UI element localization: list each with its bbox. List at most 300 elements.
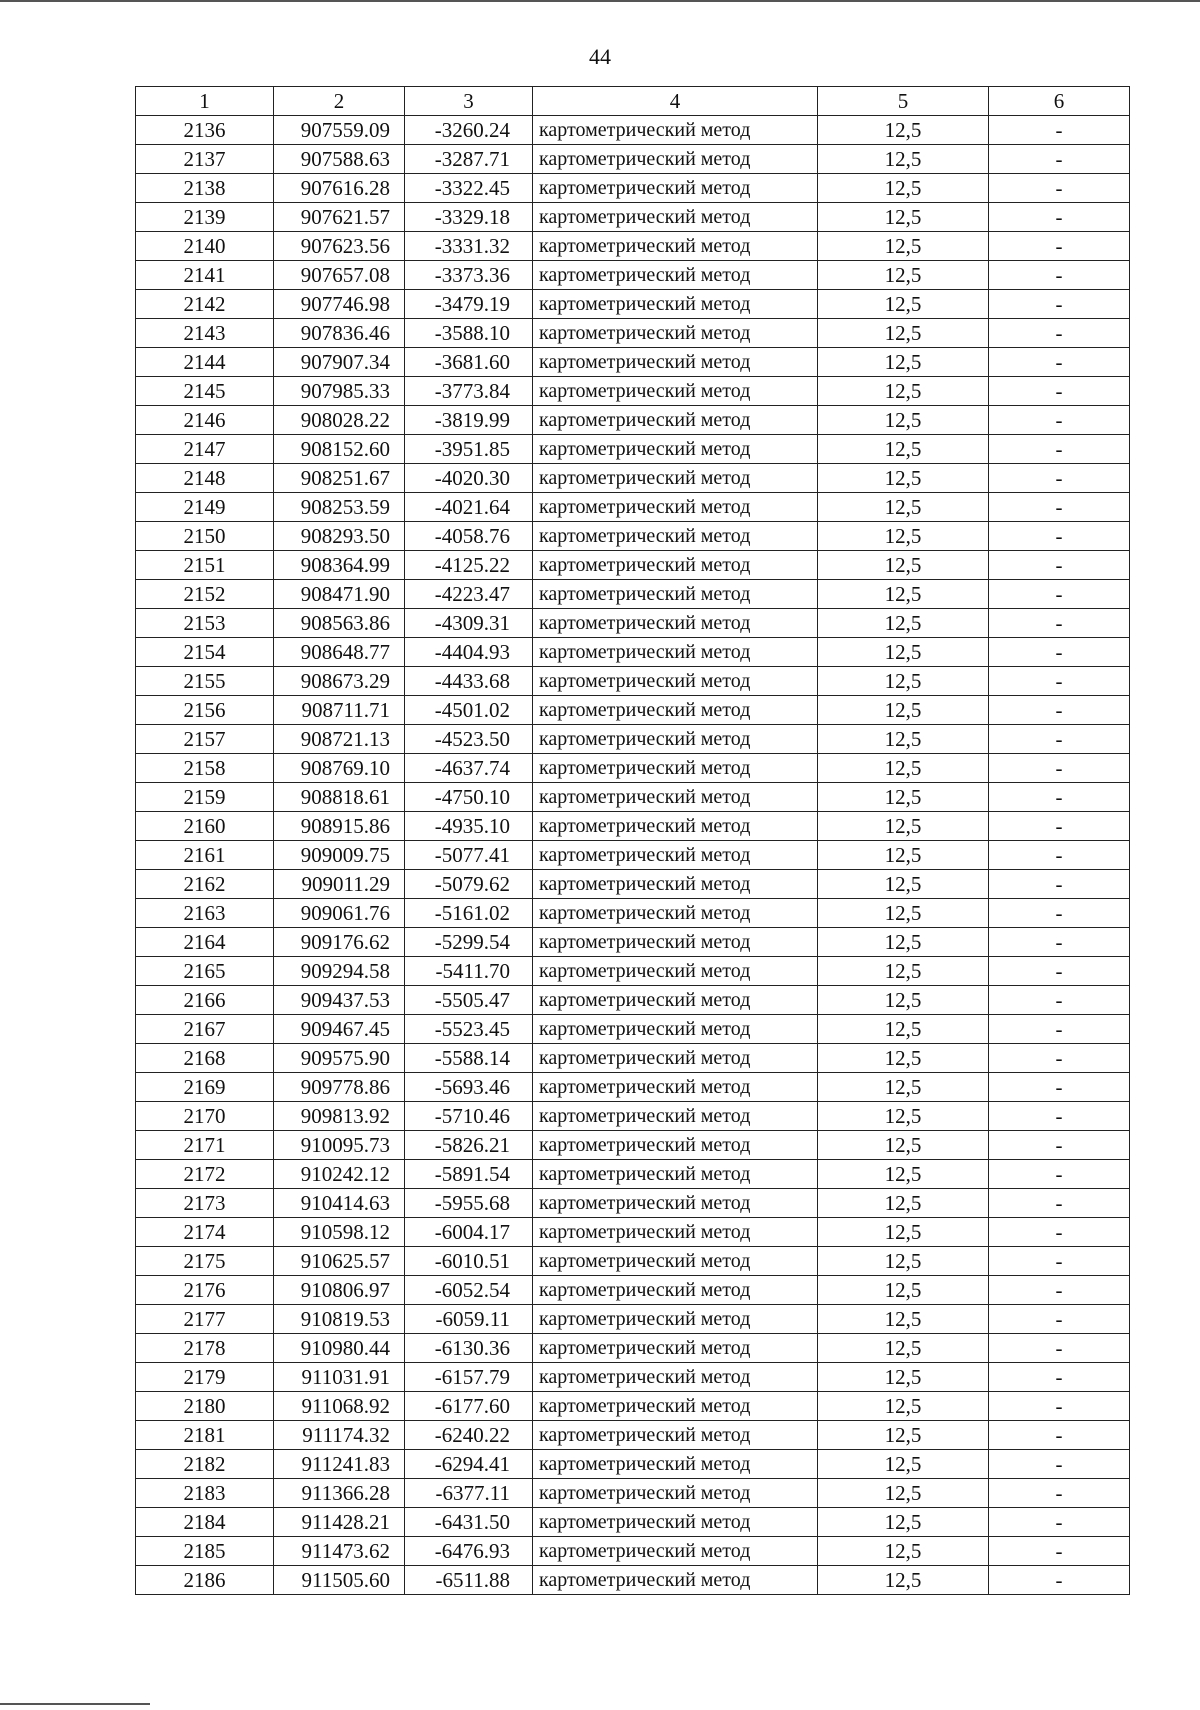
table-row [136, 406, 1130, 435]
table-row [136, 1363, 1130, 1392]
accuracy-cell: 12,5 [818, 232, 989, 261]
accuracy-cell: 12,5 [818, 1508, 989, 1537]
table-row [136, 464, 1130, 493]
x-coordinate-cell: 909813.92 [274, 1102, 405, 1131]
method-cell: картометрический метод [533, 348, 818, 377]
x-coordinate-cell: 907616.28 [274, 174, 405, 203]
note-cell: - [989, 928, 1130, 957]
point-number-cell: 2185 [136, 1537, 274, 1566]
method-cell: картометрический метод [533, 232, 818, 261]
method-cell: картометрический метод [533, 580, 818, 609]
y-coordinate-cell: -4223.47 [405, 580, 533, 609]
accuracy-cell: 12,5 [818, 754, 989, 783]
x-coordinate-cell: 909778.86 [274, 1073, 405, 1102]
method-cell: картометрический метод [533, 609, 818, 638]
y-coordinate-cell: -4433.68 [405, 667, 533, 696]
x-coordinate-cell: 908293.50 [274, 522, 405, 551]
table-row [136, 522, 1130, 551]
accuracy-cell: 12,5 [818, 667, 989, 696]
y-coordinate-cell: -4021.64 [405, 493, 533, 522]
accuracy-cell: 12,5 [818, 1044, 989, 1073]
note-cell: - [989, 580, 1130, 609]
note-cell: - [989, 1363, 1130, 1392]
y-coordinate-cell: -3681.60 [405, 348, 533, 377]
y-coordinate-cell: -3373.36 [405, 261, 533, 290]
point-number-cell: 2166 [136, 986, 274, 1015]
y-coordinate-cell: -4501.02 [405, 696, 533, 725]
note-cell: - [989, 261, 1130, 290]
note-cell: - [989, 232, 1130, 261]
accuracy-cell: 12,5 [818, 377, 989, 406]
column-header-4: 4 [533, 87, 818, 116]
point-number-cell: 2180 [136, 1392, 274, 1421]
y-coordinate-cell: -3329.18 [405, 203, 533, 232]
point-number-cell: 2167 [136, 1015, 274, 1044]
x-coordinate-cell: 909575.90 [274, 1044, 405, 1073]
x-coordinate-cell: 908028.22 [274, 406, 405, 435]
table-row [136, 725, 1130, 754]
point-number-cell: 2142 [136, 290, 274, 319]
point-number-cell: 2138 [136, 174, 274, 203]
method-cell: картометрический метод [533, 261, 818, 290]
table-row [136, 348, 1130, 377]
table-row [136, 1392, 1130, 1421]
x-coordinate-cell: 911031.91 [274, 1363, 405, 1392]
y-coordinate-cell: -4523.50 [405, 725, 533, 754]
y-coordinate-cell: -5710.46 [405, 1102, 533, 1131]
y-coordinate-cell: -5161.02 [405, 899, 533, 928]
y-coordinate-cell: -5955.68 [405, 1189, 533, 1218]
table-row [136, 870, 1130, 899]
table-row [136, 1160, 1130, 1189]
point-number-cell: 2137 [136, 145, 274, 174]
table-row [136, 435, 1130, 464]
note-cell: - [989, 1131, 1130, 1160]
accuracy-cell: 12,5 [818, 812, 989, 841]
accuracy-cell: 12,5 [818, 203, 989, 232]
table-row [136, 1015, 1130, 1044]
x-coordinate-cell: 911366.28 [274, 1479, 405, 1508]
accuracy-cell: 12,5 [818, 1421, 989, 1450]
method-cell: картометрический метод [533, 870, 818, 899]
accuracy-cell: 12,5 [818, 1537, 989, 1566]
method-cell: картометрический метод [533, 551, 818, 580]
x-coordinate-cell: 908364.99 [274, 551, 405, 580]
y-coordinate-cell: -4309.31 [405, 609, 533, 638]
table-row [136, 1073, 1130, 1102]
table-row [136, 116, 1130, 145]
note-cell: - [989, 783, 1130, 812]
x-coordinate-cell: 908648.77 [274, 638, 405, 667]
table-row [136, 841, 1130, 870]
table-row [136, 377, 1130, 406]
accuracy-cell: 12,5 [818, 986, 989, 1015]
point-number-cell: 2177 [136, 1305, 274, 1334]
note-cell: - [989, 899, 1130, 928]
y-coordinate-cell: -6377.11 [405, 1479, 533, 1508]
y-coordinate-cell: -5505.47 [405, 986, 533, 1015]
point-number-cell: 2146 [136, 406, 274, 435]
accuracy-cell: 12,5 [818, 783, 989, 812]
method-cell: картометрический метод [533, 1537, 818, 1566]
table-body [136, 116, 1130, 1595]
note-cell: - [989, 986, 1130, 1015]
y-coordinate-cell: -6511.88 [405, 1566, 533, 1595]
x-coordinate-cell: 908769.10 [274, 754, 405, 783]
x-coordinate-cell: 910414.63 [274, 1189, 405, 1218]
x-coordinate-cell: 907623.56 [274, 232, 405, 261]
point-number-cell: 2178 [136, 1334, 274, 1363]
method-cell: картометрический метод [533, 1421, 818, 1450]
x-coordinate-cell: 911068.92 [274, 1392, 405, 1421]
method-cell: картометрический метод [533, 725, 818, 754]
x-coordinate-cell: 909437.53 [274, 986, 405, 1015]
point-number-cell: 2169 [136, 1073, 274, 1102]
accuracy-cell: 12,5 [818, 957, 989, 986]
note-cell: - [989, 812, 1130, 841]
x-coordinate-cell: 908471.90 [274, 580, 405, 609]
accuracy-cell: 12,5 [818, 464, 989, 493]
table-row [136, 928, 1130, 957]
accuracy-cell: 12,5 [818, 348, 989, 377]
table-row [136, 609, 1130, 638]
x-coordinate-cell: 908915.86 [274, 812, 405, 841]
method-cell: картометрический метод [533, 754, 818, 783]
point-number-cell: 2181 [136, 1421, 274, 1450]
method-cell: картометрический метод [533, 1044, 818, 1073]
accuracy-cell: 12,5 [818, 928, 989, 957]
table-row [136, 696, 1130, 725]
accuracy-cell: 12,5 [818, 1131, 989, 1160]
table-row [136, 174, 1130, 203]
note-cell: - [989, 464, 1130, 493]
method-cell: картометрический метод [533, 1479, 818, 1508]
note-cell: - [989, 1421, 1130, 1450]
method-cell: картометрический метод [533, 1508, 818, 1537]
method-cell: картометрический метод [533, 406, 818, 435]
y-coordinate-cell: -6240.22 [405, 1421, 533, 1450]
note-cell: - [989, 1218, 1130, 1247]
method-cell: картометрический метод [533, 841, 818, 870]
y-coordinate-cell: -6476.93 [405, 1537, 533, 1566]
y-coordinate-cell: -3260.24 [405, 116, 533, 145]
table-row [136, 1450, 1130, 1479]
note-cell: - [989, 1450, 1130, 1479]
x-coordinate-cell: 909009.75 [274, 841, 405, 870]
table-header-row [136, 87, 1130, 116]
note-cell: - [989, 348, 1130, 377]
note-cell: - [989, 290, 1130, 319]
method-cell: картометрический метод [533, 522, 818, 551]
y-coordinate-cell: -3819.99 [405, 406, 533, 435]
table-row [136, 1044, 1130, 1073]
accuracy-cell: 12,5 [818, 145, 989, 174]
note-cell: - [989, 1508, 1130, 1537]
point-number-cell: 2148 [136, 464, 274, 493]
point-number-cell: 2147 [136, 435, 274, 464]
point-number-cell: 2170 [136, 1102, 274, 1131]
point-number-cell: 2153 [136, 609, 274, 638]
table-row [136, 1189, 1130, 1218]
point-number-cell: 2158 [136, 754, 274, 783]
point-number-cell: 2179 [136, 1363, 274, 1392]
accuracy-cell: 12,5 [818, 1479, 989, 1508]
point-number-cell: 2150 [136, 522, 274, 551]
coordinates-table [135, 86, 1130, 1595]
method-cell: картометрический метод [533, 1450, 818, 1479]
method-cell: картометрический метод [533, 1566, 818, 1595]
point-number-cell: 2151 [136, 551, 274, 580]
note-cell: - [989, 145, 1130, 174]
accuracy-cell: 12,5 [818, 1363, 989, 1392]
table-row [136, 1508, 1130, 1537]
point-number-cell: 2136 [136, 116, 274, 145]
method-cell: картометрический метод [533, 435, 818, 464]
accuracy-cell: 12,5 [818, 261, 989, 290]
note-cell: - [989, 493, 1130, 522]
method-cell: картометрический метод [533, 696, 818, 725]
table-row [136, 783, 1130, 812]
y-coordinate-cell: -4750.10 [405, 783, 533, 812]
accuracy-cell: 12,5 [818, 290, 989, 319]
accuracy-cell: 12,5 [818, 841, 989, 870]
x-coordinate-cell: 907746.98 [274, 290, 405, 319]
table-row [136, 261, 1130, 290]
point-number-cell: 2154 [136, 638, 274, 667]
method-cell: картометрический метод [533, 464, 818, 493]
y-coordinate-cell: -6157.79 [405, 1363, 533, 1392]
x-coordinate-cell: 907657.08 [274, 261, 405, 290]
accuracy-cell: 12,5 [818, 1566, 989, 1595]
method-cell: картометрический метод [533, 1131, 818, 1160]
x-coordinate-cell: 907985.33 [274, 377, 405, 406]
accuracy-cell: 12,5 [818, 1073, 989, 1102]
x-coordinate-cell: 910819.53 [274, 1305, 405, 1334]
method-cell: картометрический метод [533, 1247, 818, 1276]
y-coordinate-cell: -6431.50 [405, 1508, 533, 1537]
table-row [136, 1247, 1130, 1276]
method-cell: картометрический метод [533, 174, 818, 203]
x-coordinate-cell: 911241.83 [274, 1450, 405, 1479]
table-row [136, 551, 1130, 580]
table-row [136, 145, 1130, 174]
accuracy-cell: 12,5 [818, 493, 989, 522]
point-number-cell: 2176 [136, 1276, 274, 1305]
point-number-cell: 2175 [136, 1247, 274, 1276]
note-cell: - [989, 609, 1130, 638]
table-row [136, 957, 1130, 986]
table-row [136, 493, 1130, 522]
note-cell: - [989, 1015, 1130, 1044]
accuracy-cell: 12,5 [818, 638, 989, 667]
note-cell: - [989, 203, 1130, 232]
point-number-cell: 2160 [136, 812, 274, 841]
x-coordinate-cell: 910242.12 [274, 1160, 405, 1189]
point-number-cell: 2163 [136, 899, 274, 928]
x-coordinate-cell: 907588.63 [274, 145, 405, 174]
point-number-cell: 2140 [136, 232, 274, 261]
point-number-cell: 2157 [136, 725, 274, 754]
point-number-cell: 2182 [136, 1450, 274, 1479]
note-cell: - [989, 174, 1130, 203]
table-row [136, 319, 1130, 348]
accuracy-cell: 12,5 [818, 725, 989, 754]
point-number-cell: 2159 [136, 783, 274, 812]
method-cell: картометрический метод [533, 203, 818, 232]
accuracy-cell: 12,5 [818, 1160, 989, 1189]
point-number-cell: 2155 [136, 667, 274, 696]
y-coordinate-cell: -6177.60 [405, 1392, 533, 1421]
point-number-cell: 2161 [136, 841, 274, 870]
x-coordinate-cell: 909467.45 [274, 1015, 405, 1044]
y-coordinate-cell: -5693.46 [405, 1073, 533, 1102]
accuracy-cell: 12,5 [818, 1334, 989, 1363]
x-coordinate-cell: 911174.32 [274, 1421, 405, 1450]
y-coordinate-cell: -5079.62 [405, 870, 533, 899]
y-coordinate-cell: -3331.32 [405, 232, 533, 261]
point-number-cell: 2171 [136, 1131, 274, 1160]
method-cell: картометрический метод [533, 1334, 818, 1363]
note-cell: - [989, 1073, 1130, 1102]
point-number-cell: 2139 [136, 203, 274, 232]
accuracy-cell: 12,5 [818, 609, 989, 638]
table-row [136, 1276, 1130, 1305]
x-coordinate-cell: 908251.67 [274, 464, 405, 493]
y-coordinate-cell: -4404.93 [405, 638, 533, 667]
point-number-cell: 2184 [136, 1508, 274, 1537]
table-row [136, 1537, 1130, 1566]
y-coordinate-cell: -3773.84 [405, 377, 533, 406]
method-cell: картометрический метод [533, 667, 818, 696]
note-cell: - [989, 1276, 1130, 1305]
note-cell: - [989, 725, 1130, 754]
x-coordinate-cell: 910598.12 [274, 1218, 405, 1247]
method-cell: картометрический метод [533, 116, 818, 145]
accuracy-cell: 12,5 [818, 116, 989, 145]
table-row [136, 1305, 1130, 1334]
y-coordinate-cell: -5523.45 [405, 1015, 533, 1044]
note-cell: - [989, 1392, 1130, 1421]
x-coordinate-cell: 909011.29 [274, 870, 405, 899]
note-cell: - [989, 696, 1130, 725]
y-coordinate-cell: -5588.14 [405, 1044, 533, 1073]
x-coordinate-cell: 910806.97 [274, 1276, 405, 1305]
table-row [136, 1421, 1130, 1450]
table-row [136, 203, 1130, 232]
method-cell: картометрический метод [533, 928, 818, 957]
point-number-cell: 2145 [136, 377, 274, 406]
accuracy-cell: 12,5 [818, 1305, 989, 1334]
note-cell: - [989, 522, 1130, 551]
note-cell: - [989, 1044, 1130, 1073]
accuracy-cell: 12,5 [818, 319, 989, 348]
accuracy-cell: 12,5 [818, 1450, 989, 1479]
note-cell: - [989, 551, 1130, 580]
method-cell: картометрический метод [533, 1305, 818, 1334]
note-cell: - [989, 1102, 1130, 1131]
x-coordinate-cell: 908721.13 [274, 725, 405, 754]
table-row [136, 986, 1130, 1015]
method-cell: картометрический метод [533, 1102, 818, 1131]
accuracy-cell: 12,5 [818, 870, 989, 899]
note-cell: - [989, 1160, 1130, 1189]
note-cell: - [989, 1247, 1130, 1276]
x-coordinate-cell: 908563.86 [274, 609, 405, 638]
x-coordinate-cell: 910095.73 [274, 1131, 405, 1160]
column-header-5: 5 [818, 87, 989, 116]
point-number-cell: 2186 [136, 1566, 274, 1595]
accuracy-cell: 12,5 [818, 1247, 989, 1276]
point-number-cell: 2174 [136, 1218, 274, 1247]
y-coordinate-cell: -4020.30 [405, 464, 533, 493]
y-coordinate-cell: -4637.74 [405, 754, 533, 783]
scan-top-edge-line [0, 0, 1200, 2]
note-cell: - [989, 435, 1130, 464]
table-row [136, 638, 1130, 667]
method-cell: картометрический метод [533, 957, 818, 986]
method-cell: картометрический метод [533, 899, 818, 928]
note-cell: - [989, 1537, 1130, 1566]
method-cell: картометрический метод [533, 1276, 818, 1305]
y-coordinate-cell: -6052.54 [405, 1276, 533, 1305]
x-coordinate-cell: 908253.59 [274, 493, 405, 522]
table-row [136, 1218, 1130, 1247]
point-number-cell: 2141 [136, 261, 274, 290]
note-cell: - [989, 870, 1130, 899]
note-cell: - [989, 116, 1130, 145]
x-coordinate-cell: 908711.71 [274, 696, 405, 725]
y-coordinate-cell: -5077.41 [405, 841, 533, 870]
scan-bottom-left-line [0, 1703, 150, 1705]
y-coordinate-cell: -6059.11 [405, 1305, 533, 1334]
table-row [136, 812, 1130, 841]
x-coordinate-cell: 911473.62 [274, 1537, 405, 1566]
note-cell: - [989, 638, 1130, 667]
x-coordinate-cell: 911428.21 [274, 1508, 405, 1537]
y-coordinate-cell: -4058.76 [405, 522, 533, 551]
table-row [136, 1131, 1130, 1160]
accuracy-cell: 12,5 [818, 435, 989, 464]
y-coordinate-cell: -6130.36 [405, 1334, 533, 1363]
method-cell: картометрический метод [533, 145, 818, 174]
y-coordinate-cell: -6004.17 [405, 1218, 533, 1247]
x-coordinate-cell: 907836.46 [274, 319, 405, 348]
x-coordinate-cell: 907621.57 [274, 203, 405, 232]
accuracy-cell: 12,5 [818, 406, 989, 435]
method-cell: картометрический метод [533, 783, 818, 812]
note-cell: - [989, 377, 1130, 406]
y-coordinate-cell: -5411.70 [405, 957, 533, 986]
point-number-cell: 2144 [136, 348, 274, 377]
method-cell: картометрический метод [533, 812, 818, 841]
table-row [136, 667, 1130, 696]
y-coordinate-cell: -6010.51 [405, 1247, 533, 1276]
point-number-cell: 2156 [136, 696, 274, 725]
accuracy-cell: 12,5 [818, 696, 989, 725]
point-number-cell: 2152 [136, 580, 274, 609]
table-row [136, 580, 1130, 609]
method-cell: картометрический метод [533, 493, 818, 522]
accuracy-cell: 12,5 [818, 580, 989, 609]
method-cell: картометрический метод [533, 638, 818, 667]
method-cell: картометрический метод [533, 1189, 818, 1218]
y-coordinate-cell: -4125.22 [405, 551, 533, 580]
y-coordinate-cell: -3588.10 [405, 319, 533, 348]
y-coordinate-cell: -5826.21 [405, 1131, 533, 1160]
note-cell: - [989, 1479, 1130, 1508]
note-cell: - [989, 1334, 1130, 1363]
method-cell: картометрический метод [533, 986, 818, 1015]
